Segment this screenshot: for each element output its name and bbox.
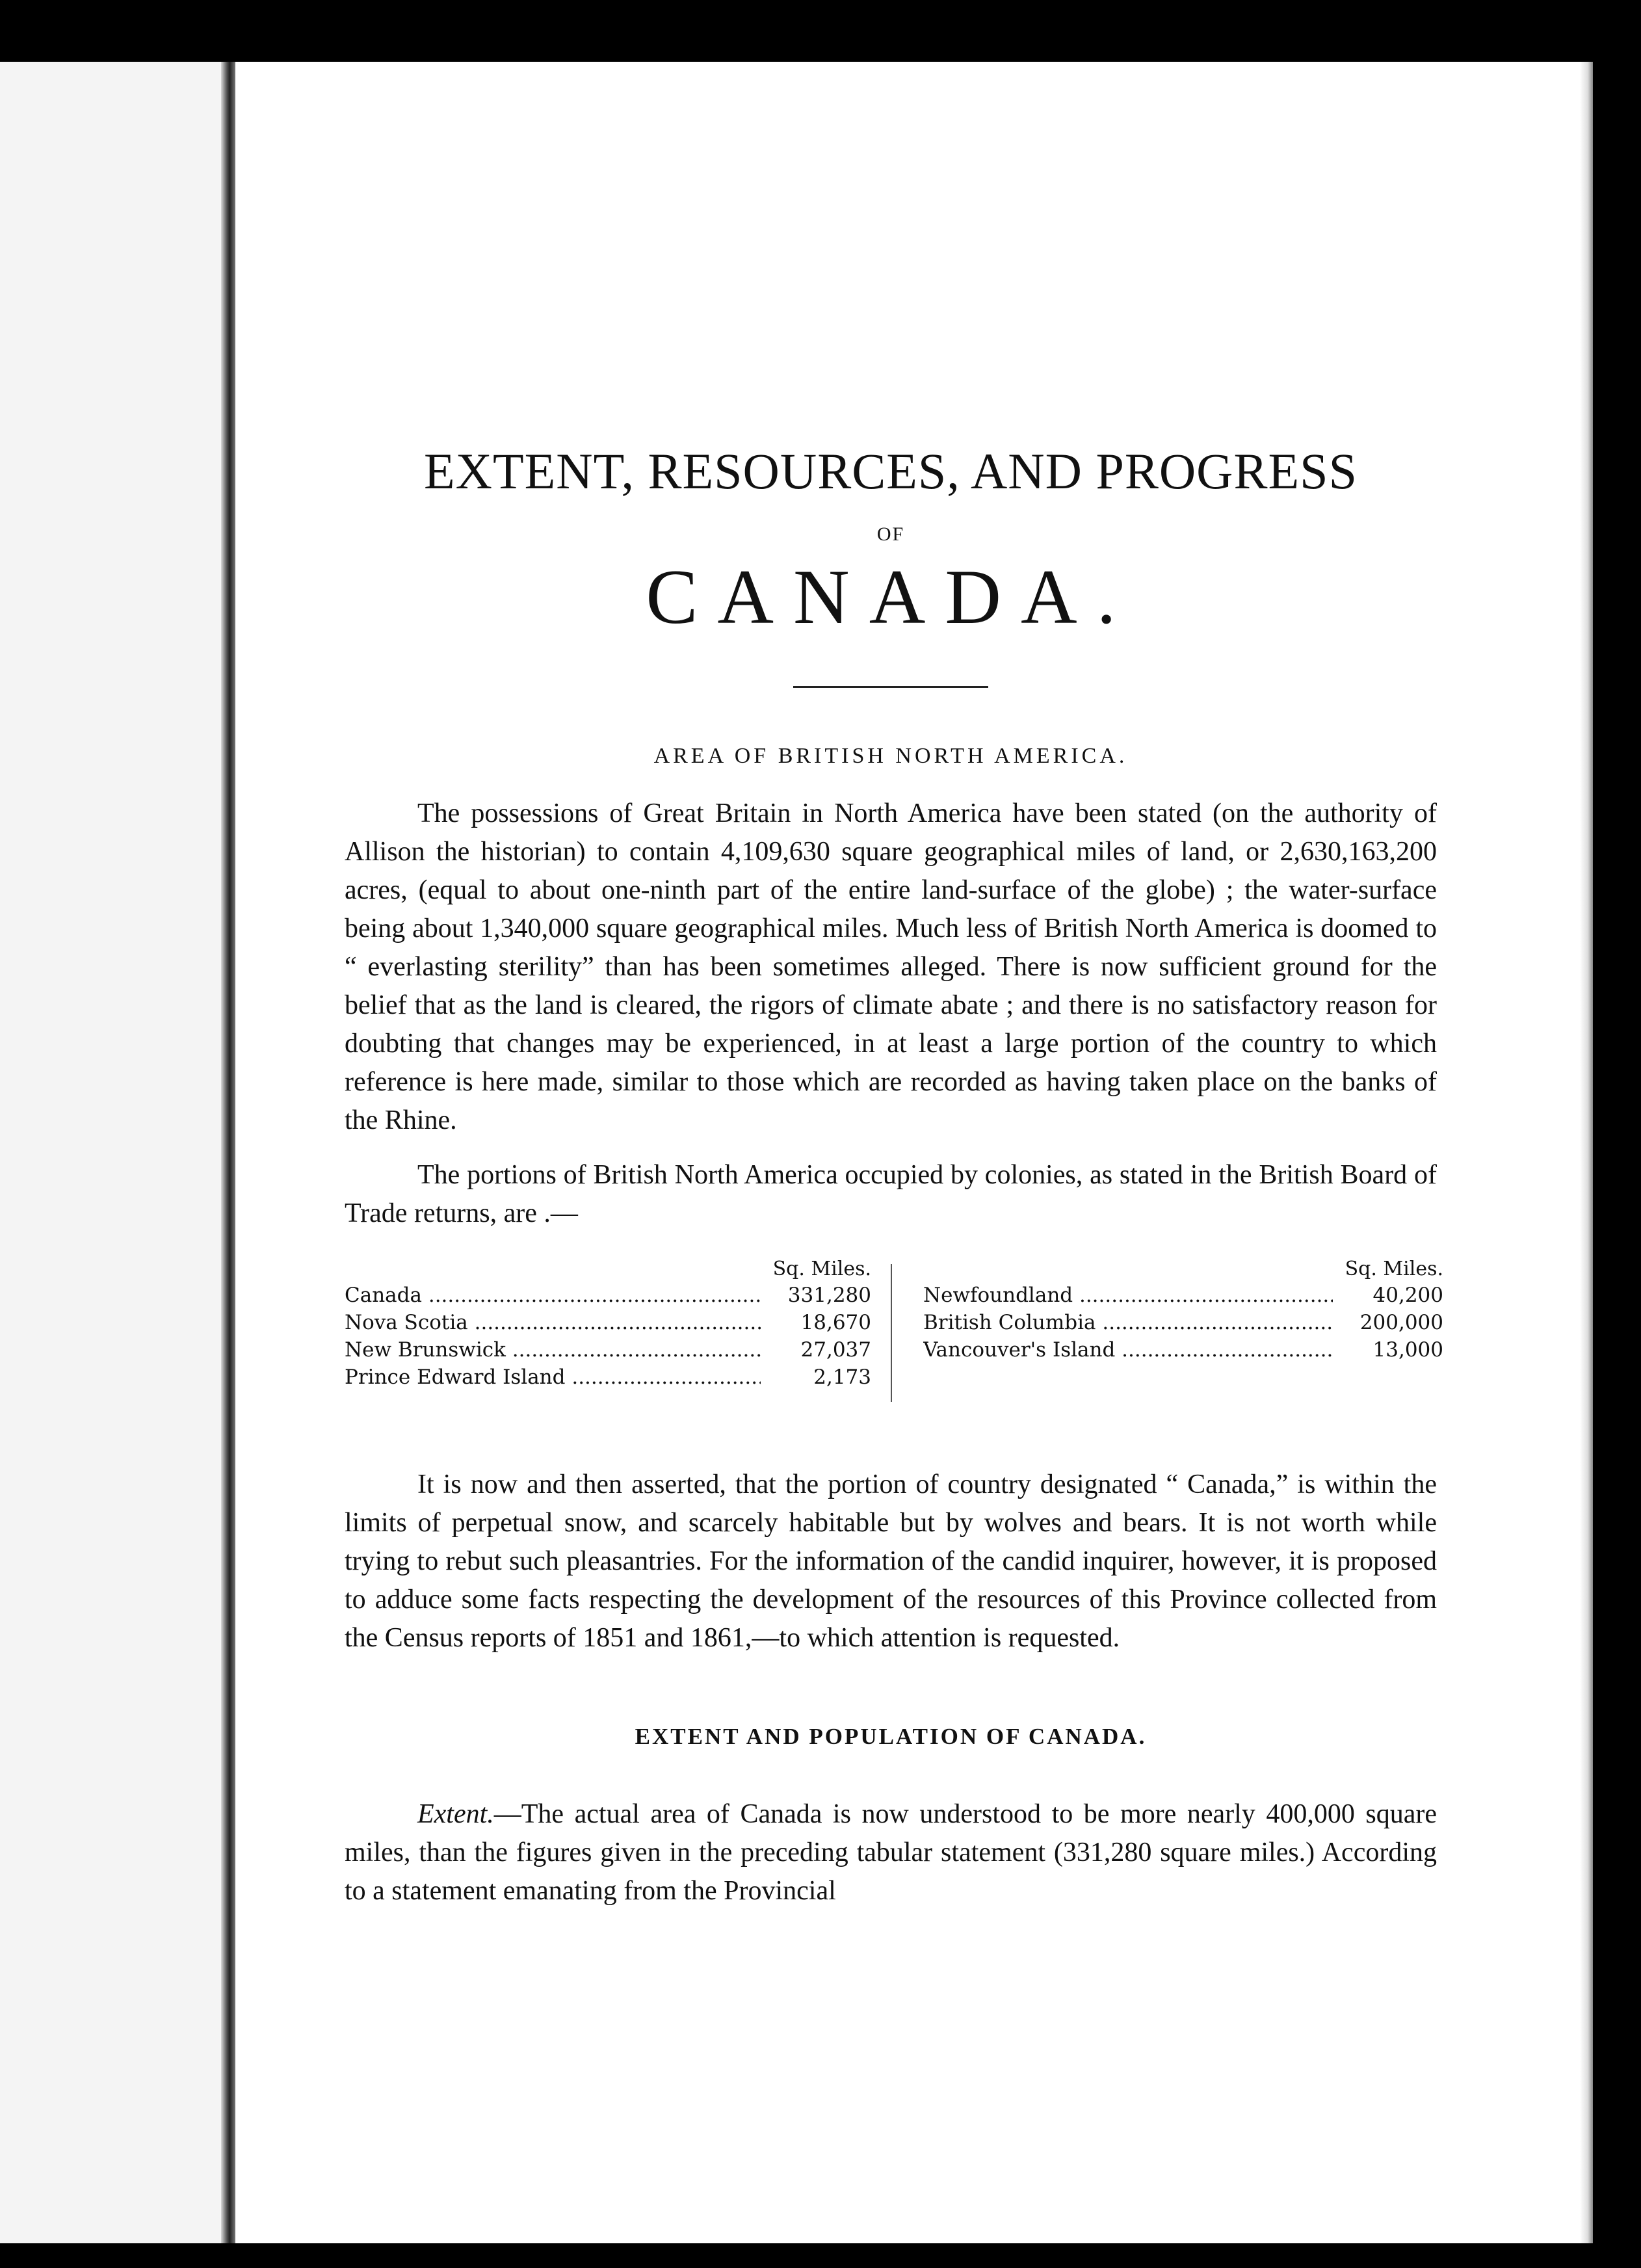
colony-name: Prince Edward Island .....	[345, 1365, 761, 1389]
table-row	[923, 1338, 1443, 1365]
colony-area: 331,280	[787, 1284, 871, 1307]
scan-border-top	[0, 0, 1641, 62]
table-row	[923, 1284, 1443, 1311]
table-row	[345, 1311, 871, 1338]
title-of: OF	[876, 523, 905, 545]
scan-border-right	[1593, 0, 1641, 2268]
document-title: EXTENT, RESOURCES, AND PROGRESS	[424, 443, 1358, 499]
paragraph-possessions: The possessions of Great Britain in North America have been stated (on the authority of Allison the historian) to contain 4,109,630 square geographical miles of land, or 2,630,163,200 acres, (equal to about one-ninth part of the entire land-surface of the globe) ; the water-surface being about 1,340,000 square geographical miles. Much less of British North America is doomed to “ everlasting sterility” than has been sometimes alleged. There is now sufficient ground for the belief that as the land is cleared, the rigors of climate abate ; and there is no satisfactory reason for doubting that changes may be experienced, in at least a large portion of the country to which reference is here made, similar to those which are recorded as having taken place on the banks of the Rhine.	[345, 798, 1437, 1135]
colony-area: 27,037	[800, 1338, 871, 1362]
section-heading-extent: EXTENT AND POPULATION OF CANADA.	[635, 1724, 1147, 1749]
colony-name: British Columbia .....	[923, 1311, 1333, 1334]
section-heading-area: AREA OF BRITISH NORTH AMERICA.	[653, 744, 1128, 768]
extent-text: —The actual area of Canada is now understood to be more nearly 400,000 square miles, than the figures given in the preceding tabular statement (331,280 square miles.) According to a statement emanating from the Provincial	[345, 1799, 1437, 1906]
book-gutter	[221, 62, 235, 2243]
colony-area: 2,173	[813, 1365, 871, 1389]
column-header: Sq. Miles.	[1345, 1258, 1443, 1280]
colonies-right-column	[923, 1258, 1443, 1365]
colony-name: Canada .....	[345, 1284, 761, 1307]
colony-name: Newfoundland .....	[923, 1284, 1333, 1307]
title-rule	[793, 686, 988, 688]
column-header: Sq. Miles.	[772, 1258, 871, 1280]
title-country: CANADA.	[646, 553, 1136, 640]
colony-area: 200,000	[1359, 1311, 1443, 1334]
facing-page	[0, 62, 221, 2243]
scan-border-bottom	[0, 2243, 1641, 2268]
document-page	[345, 442, 1443, 1910]
colonies-table	[345, 1258, 1443, 1404]
paragraph-extent	[345, 1795, 1437, 1910]
table-row	[345, 1284, 871, 1311]
colony-name: New Brunswick .....	[345, 1338, 761, 1362]
column-divider	[891, 1264, 892, 1402]
colony-area: 40,200	[1372, 1284, 1443, 1307]
table-row	[345, 1338, 871, 1365]
colonies-left-column	[345, 1258, 871, 1393]
table-row	[345, 1365, 871, 1393]
colony-name: Vancouver's Island .....	[923, 1338, 1333, 1362]
colony-area: 18,670	[800, 1311, 871, 1334]
page-edge	[1580, 62, 1593, 2243]
colony-name: Nova Scotia .....	[345, 1311, 761, 1334]
table-row	[923, 1311, 1443, 1338]
colony-area: 13,000	[1372, 1338, 1443, 1362]
extent-lead: Extent.	[417, 1799, 494, 1829]
paragraph-perpetual-snow: It is now and then asserted, that the portion of country designated “ Canada,” is within the limits of perpetual snow, and scarcely habitable but by wolves and bears. It is not worth while trying to rebut such pleasantries. For the information of the candid inquirer, however, it is proposed to adduce some facts respecting the development of the resources of this Province collected from the Census reports of 1851 and 1861,—to which attention is requested.	[345, 1470, 1437, 1653]
paragraph-colonies-intro: The portions of British North America occupied by colonies, as stated in the British Board of Trade returns, are .—	[345, 1160, 1437, 1228]
